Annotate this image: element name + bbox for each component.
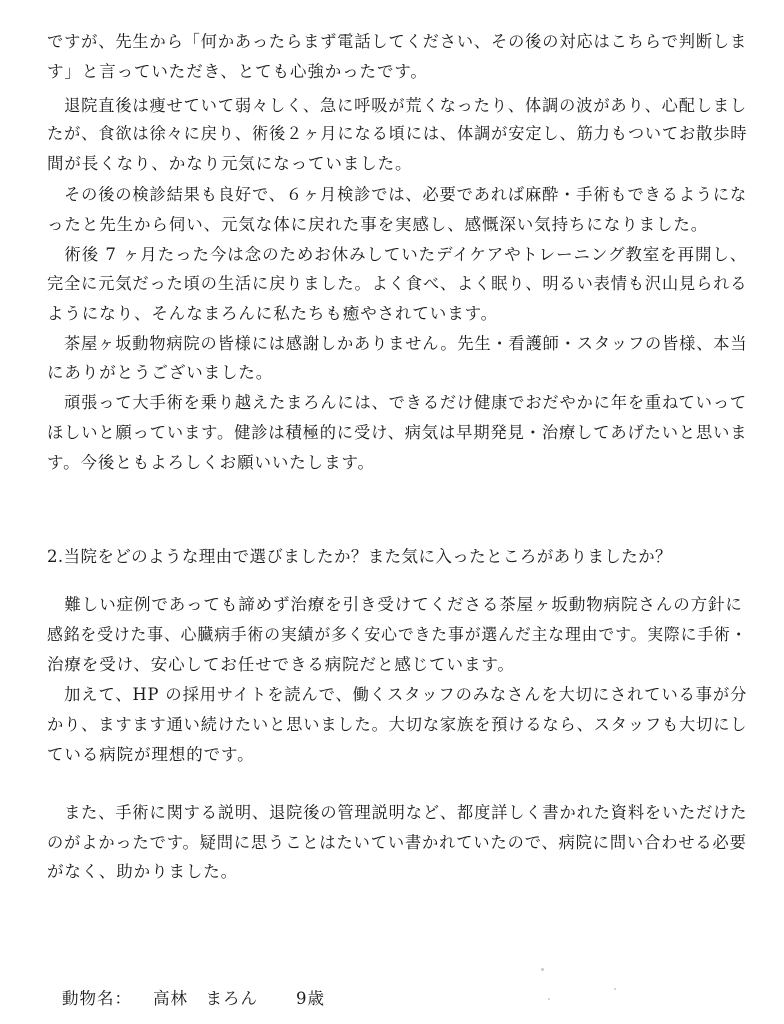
body-line: す」と言っていただき、とても心強かったです。 — [47, 62, 428, 81]
body-line: にありがとうございました。 — [47, 363, 274, 382]
body-line: 間が長くなり、かなり元気になっていました。 — [47, 154, 413, 173]
body-line: ったと先生から伺い、元気な体に戻れた事を実感し、感慨深い気持ちになりました。 — [47, 215, 709, 234]
question-heading: 2.当院をどのような理由で選びましたか？また気に入ったところがありましたか？ — [47, 547, 672, 566]
answer-line: がなく、助かりました。 — [47, 862, 239, 881]
body-line: す。今後ともよろしくお願いいたします。 — [47, 453, 375, 472]
body-line: 茶屋ヶ坂動物病院の皆様には感謝しかありません。先生・看護師・スタッフの皆様、本当 — [47, 334, 748, 353]
scan-speck — [614, 988, 616, 990]
pet-name: 高林 まろん — [153, 989, 258, 1008]
body-line: 退院直後は痩せていて弱々しく、急に呼吸が荒くなったり、体調の波があり、心配しまし — [47, 96, 748, 115]
pet-age: 9歳 — [296, 989, 325, 1008]
scan-speck — [541, 968, 544, 971]
answer-line: 加えて、HP の採用サイトを読んで、働くスタッフのみなさんを大切にされている事が分 — [47, 685, 748, 704]
pet-name-label: 動物名： — [62, 989, 132, 1008]
body-line: 術後 7 ヶ月たった今は念のためお休みしていたデイケアやトレーニング教室を再開し、 — [47, 245, 748, 264]
answer-line: 治療を受け、安心してお任せできる病院だと感じています。 — [47, 655, 515, 674]
answer-line: また、手術に関する説明、退院後の管理説明など、都度詳しく書かれた資料をいただけた — [47, 803, 748, 822]
answer-line: 難しい症例であっても諦めず治療を引き受けてくださる茶屋ヶ坂動物病院さんの方針に — [47, 595, 743, 614]
answer-line: 感銘を受けた事、心臓病手術の実績が多く安心できた事が選んだ主な理由です。実際に手術・ — [47, 625, 748, 644]
body-line: ほしいと願っています。健診は積極的に受け、病気は早期発見・治療してあげたいと思いま — [47, 423, 748, 442]
answer-line: かり、ますます通い続けたいと思いました。大切な家族を預けるなら、スタッフも大切にし — [47, 715, 748, 734]
answer-line: のがよかったです。疑問に思うことはたいてい書かれていたので、病院に問い合わせる必要 — [47, 833, 747, 852]
answer-line: ている病院が理想的です。 — [47, 745, 255, 764]
body-line: ようになり、そんなまろんに私たちも癒やされています。 — [47, 304, 499, 323]
body-line: その後の検診結果も良好で、６ヶ月検診では、必要であれば麻酔・手術もできるようにな — [47, 185, 748, 204]
body-line: ですが、先生から「何かあったらまず電話してください、その後の対応はこちらで判断しま — [47, 32, 748, 51]
scan-speck — [548, 998, 550, 1000]
body-line: たが、食欲は徐々に戻り、術後２ヶ月になる頃には、体調が安定し、筋力もついてお散歩時 — [47, 124, 748, 143]
body-line: 完全に元気だった頃の生活に戻りました。よく食べ、よく眠り、明るい表情も沢山見られる — [47, 274, 748, 293]
body-line: 頑張って大手術を乗り越えたまろんには、できるだけ健康でおだやかに年を重ねていって — [47, 393, 747, 412]
